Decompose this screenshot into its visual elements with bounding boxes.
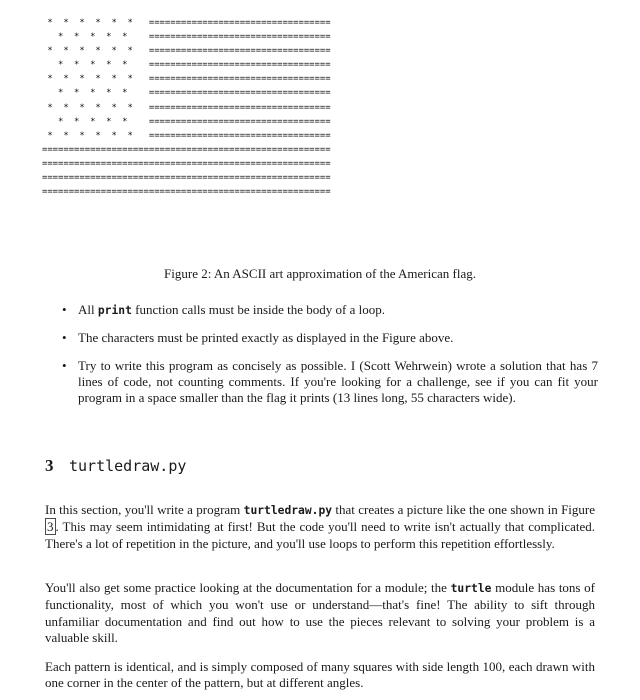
flag-line: * * * * * * ================================== [42,102,331,113]
flag-line: ====================================================== [42,187,331,198]
bullet-icon: • [62,330,67,346]
bullet-text: Try to write this program as concisely as possible. I (Scott Wehrwein) wrote a solution that has 7 lines of code, not counting comments. If you're looking for a challenge, see if you can fit your program in a space smaller than the flag it prints (13 lines long, 55 characters wide). [78,357,598,406]
inline-code: print [97,304,132,317]
bullet-icon: • [62,357,67,373]
paragraph-pattern: Each pattern is identical, and is simply composed of many squares with side length 100, each drawn with one corner in the center of the pattern, but at different angles. [45,659,595,691]
flag-line: * * * * * * ================================== [42,18,331,28]
flag-line: * * * * * * ================================== [42,130,331,141]
paragraph-text: In this section, you'll write a program [45,502,241,517]
paragraph-intro [45,502,595,552]
figure-caption: Figure 2: An ASCII art approximation of the American flag. [164,266,476,281]
paragraph-documentation [45,580,595,646]
flag-line: * * * * * * ================================== [42,74,331,85]
flag-line: ====================================================== [42,173,331,184]
flag-line: * * * * * ================================== [42,32,331,43]
flag-line: * * * * * ================================== [42,116,331,127]
flag-line: * * * * * ================================== [42,88,331,99]
list-item [60,358,598,407]
section-heading [45,456,186,476]
paragraph-text: You'll also get some practice looking at the documentation for a module; the [45,580,447,595]
inline-code: turtledraw.py [243,504,333,517]
bullet-text: All [78,302,95,317]
bullet-text: function calls must be inside the body of a loop. [135,302,385,317]
section-title: turtledraw.py [69,457,187,475]
list-item [60,302,598,319]
flag-line: * * * * * * ================================== [42,46,331,57]
bullet-icon: • [62,302,67,317]
flag-line: ====================================================== [42,158,331,169]
flag-line: ====================================================== [42,144,331,155]
inline-code: turtle [450,582,492,595]
section-number: 3 [45,456,54,475]
paragraph-text: module has tons of functionality, most of which you won't use or understand—that's fine! The ability to sift through unfamiliar documentation and find out how to use the pieces relevant to solving your problem is a valuable skill. [45,580,596,645]
list-item [60,330,598,346]
requirements-list [60,302,598,417]
ascii-flag-figure [42,16,331,199]
paragraph-text: that creates a picture like the one shown in Figure [335,502,596,517]
bullet-text: The characters must be printed exactly as displayed in the Figure above. [78,330,454,346]
figure-reference-link[interactable]: 3 [47,519,54,535]
flag-line: * * * * * ================================== [42,60,331,71]
paragraph-text: . This may seem intimidating at first! But the code you'll need to write isn't actually that complicated. There's a lot of repetition in the picture, and you'll use loops to perform this repetition effortlessly. [45,519,595,551]
